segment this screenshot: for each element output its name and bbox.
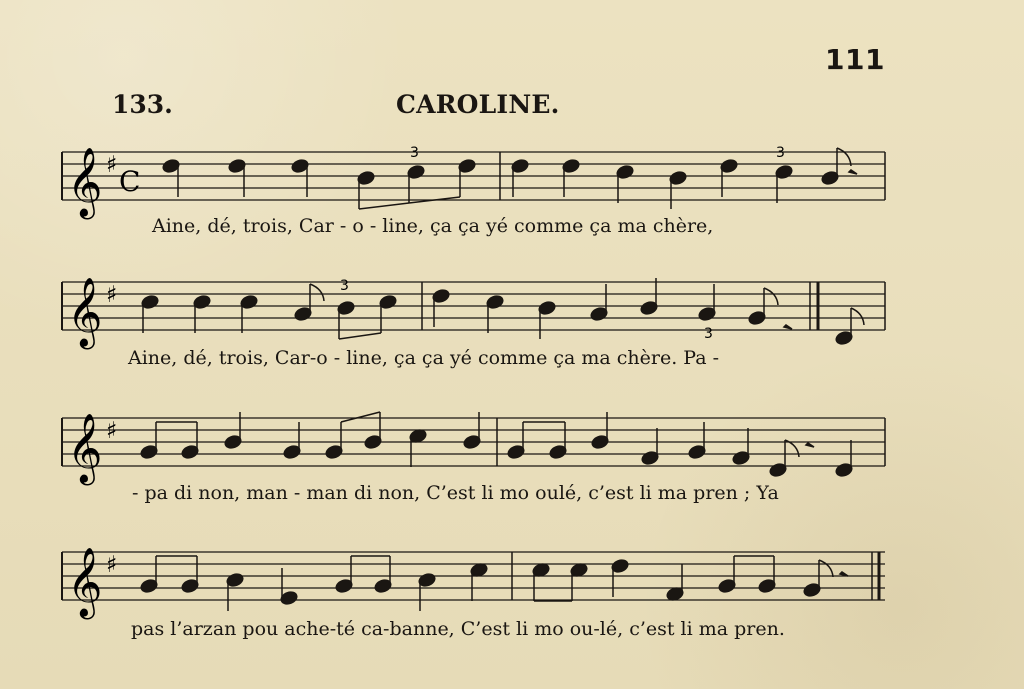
time-signature: C	[119, 165, 141, 198]
key-signature-sharp: ♯	[106, 552, 118, 578]
triplet-label: 3	[776, 145, 785, 161]
staff-system-4	[62, 547, 885, 619]
staff-system-2	[62, 277, 885, 349]
key-signature-sharp: ♯	[106, 418, 118, 444]
triplet-label: 3	[410, 145, 419, 161]
treble-clef-icon: 𝄞	[67, 277, 103, 347]
treble-clef-icon: 𝄞	[67, 413, 103, 483]
treble-clef-icon: 𝄞	[67, 547, 103, 617]
key-signature-sharp: ♯	[106, 282, 118, 308]
lyrics-line-1: Aine, dé, trois, Car - o - line, ça ça yé comme ça ma chère,	[152, 215, 714, 237]
staff-system-1	[62, 145, 885, 219]
treble-clef-icon: 𝄞	[67, 147, 103, 217]
song-title: CAROLINE.	[396, 90, 560, 119]
page-number: 111	[825, 43, 885, 76]
triplet-label: 3	[704, 326, 713, 342]
lyrics-line-4: pas l’arzan pou ache-té ca-banne, C’est li mo ou-lé, c’est li ma pren.	[131, 618, 785, 640]
key-signature-sharp: ♯	[106, 152, 118, 178]
lyrics-line-3: - pa di non, man - man di non, C’est li mo oulé, c’est li ma pren ; Ya	[132, 482, 779, 504]
song-number: 133.	[112, 90, 173, 119]
lyrics-line-2: Aine, dé, trois, Car-o - line, ça ça yé comme ça ma chère. Pa -	[128, 347, 719, 369]
staff-system-3	[62, 412, 885, 485]
triplet-label: 3	[340, 278, 349, 294]
